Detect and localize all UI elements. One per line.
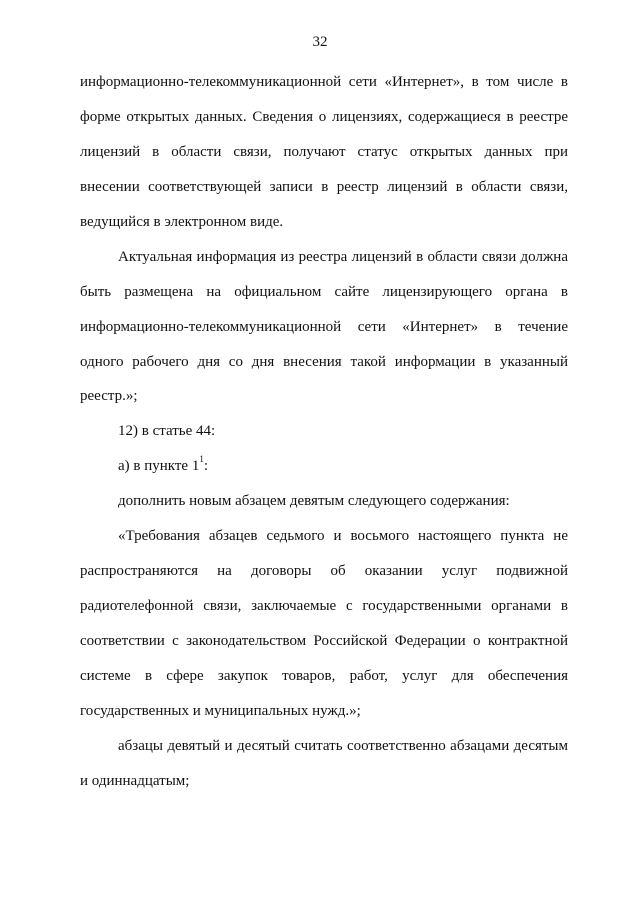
text-line: системе в сфере закупок товаров, работ, услуг для обеспечения bbox=[80, 668, 568, 684]
instruction-line: дополнить новым абзацем девятым следующего содержания: bbox=[118, 493, 510, 509]
text-line: радиотелефонной связи, заключаемые с государственными органами в bbox=[80, 598, 568, 614]
text-line: соответствии с законодательством Российской Федерации о контрактной bbox=[80, 633, 568, 649]
text-line: распространяются на договоры об оказании услуг подвижной bbox=[80, 563, 568, 579]
text-line: государственных и муниципальных нужд.»; bbox=[80, 703, 361, 719]
text-line: «Требования абзацев седьмого и восьмого настоящего пункта не bbox=[118, 528, 568, 544]
text-line: лицензий в области связи, получают статус открытых данных при bbox=[80, 144, 568, 160]
page-number: 32 bbox=[312, 34, 328, 50]
text-line: внесении соответствующей записи в реестр лицензий в области связи, bbox=[80, 179, 568, 195]
text-line: и одиннадцатым; bbox=[80, 773, 190, 789]
text-line: быть размещена на официальном сайте лицензирующего органа в bbox=[80, 284, 568, 300]
list-item-12: 12) в статье 44: bbox=[118, 423, 216, 439]
text-line: информационно-телекоммуникационной сети «Интернет», в том числе в bbox=[80, 74, 568, 90]
text-line: информационно-телекоммуникационной сети «Интернет» в течение bbox=[80, 319, 568, 335]
text-line: форме открытых данных. Сведения о лицензиях, содержащиеся в реестре bbox=[80, 109, 568, 125]
sub-item-a-text: а) в пункте 1 bbox=[118, 458, 200, 474]
text-line: Актуальная информация из реестра лицензий в области связи должна bbox=[118, 249, 568, 265]
text-line: ведущийся в электронном виде. bbox=[80, 214, 284, 230]
text-line: реестр.»; bbox=[80, 388, 138, 404]
sub-item-a-suffix: : bbox=[203, 458, 209, 474]
text-line: одного рабочего дня со дня внесения такой информации в указанный bbox=[80, 354, 568, 370]
sub-item-a bbox=[118, 456, 568, 476]
text-line: абзацы девятый и десятый считать соответственно абзацами десятым bbox=[118, 738, 568, 754]
superscript: 1 bbox=[199, 454, 204, 464]
